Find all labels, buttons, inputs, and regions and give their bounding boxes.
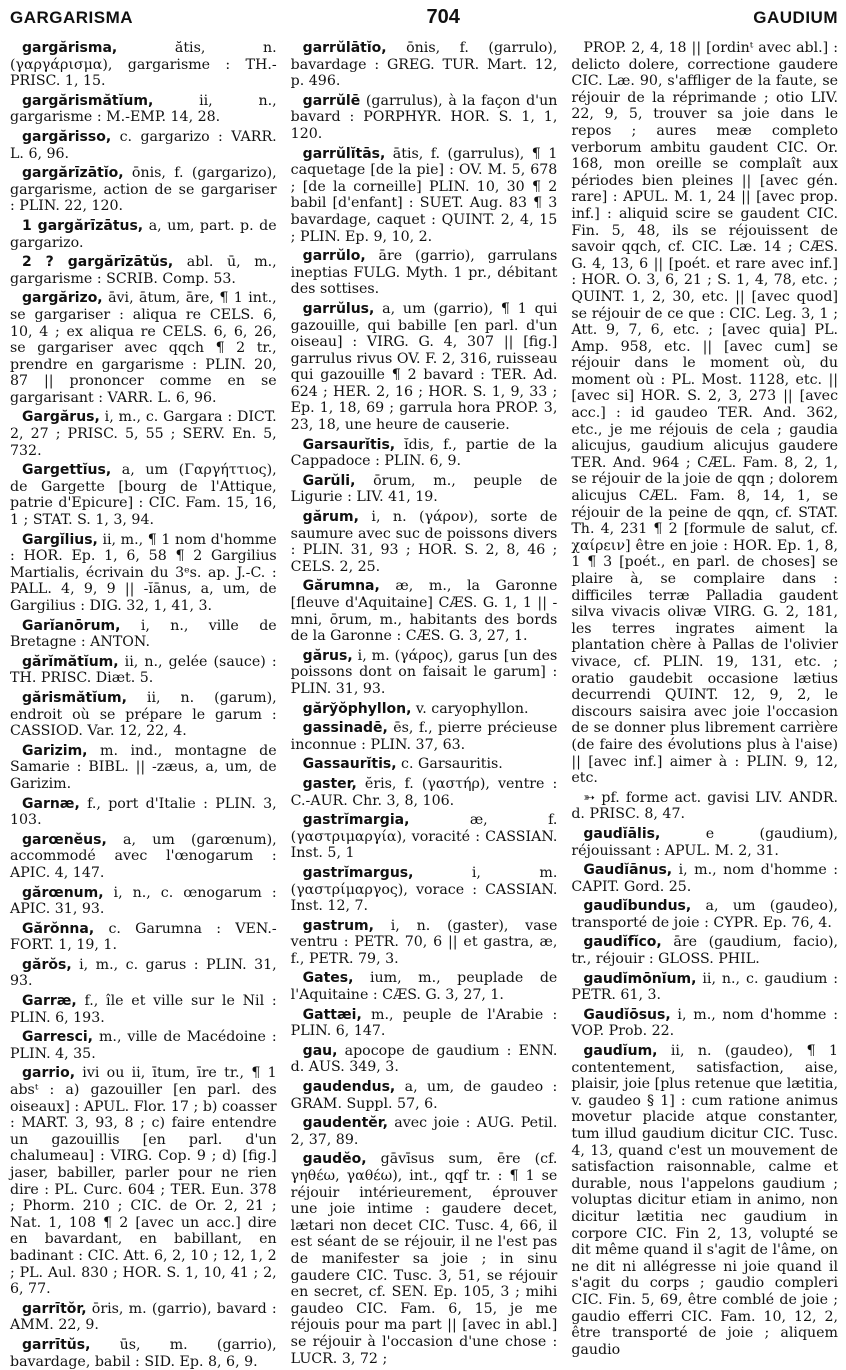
entry-headword: gărĭmătĭum,	[22, 653, 119, 670]
entry-headword: gaudentĕr,	[302, 1115, 388, 1132]
entry-headword: gaster,	[302, 775, 357, 792]
dictionary-entry	[10, 654, 277, 687]
entry-definition: ium, m., peuplade de l'Aquitaine : CÆS. G. 3, 27, 1.	[290, 970, 558, 1004]
entry-definition: ătis, n. (γαργάρισμα), gargarisme : TH.-PRISC. 1, 15.	[10, 40, 277, 90]
entry-headword: gaudĭbundus,	[583, 898, 692, 915]
dictionary-entry	[291, 648, 558, 698]
dictionary-entry	[10, 743, 277, 793]
dictionary-entry	[571, 40, 838, 787]
entry-headword: Garĭanōrum,	[22, 617, 121, 634]
entry-definition: ii, n., gargarisme : M.-EMP. 14, 28.	[10, 92, 277, 126]
entry-definition: æ, m., la Garonne [fleuve d'Aquitaine] CÆS. G. 1, 1 || -mni, ōrum, m., habitants des bords de la Garonne : CÆS. G. 3, 27, 1.	[290, 578, 558, 645]
dictionary-entry	[291, 437, 558, 470]
dictionary-entry	[571, 934, 838, 967]
dictionary-entry	[291, 578, 558, 644]
entry-headword: Gărŏnna,	[22, 920, 95, 937]
dictionary-entry	[291, 1079, 558, 1112]
entry-headword: gărœnum,	[22, 884, 104, 901]
entry-headword: gărismătĭum,	[22, 689, 127, 706]
dictionary-entry	[10, 921, 277, 954]
dictionary-entry	[10, 832, 277, 882]
dictionary-entry	[571, 971, 838, 1004]
entry-headword: garrŭlus,	[302, 300, 375, 317]
entry-headword: garrio,	[22, 1065, 76, 1082]
dictionary-entry	[291, 1007, 558, 1040]
entry-definition: e (gaudium), réjouissant : APUL. M. 2, 31.	[571, 825, 839, 859]
dictionary-entry	[10, 690, 277, 740]
entry-definition: i, m., c. Gargara : DICT. 2, 27 ; PRISC. 5, 55 ; SERV. En. 5, 732.	[10, 409, 277, 459]
entry-definition: i, n. (gaster), vase ventru : PETR. 70, 6 || et gastra, æ, f., PETR. 79, 3.	[290, 917, 558, 967]
dictionary-entry	[10, 993, 277, 1026]
entry-definition: ōnis, f. (garrulo), bavardage : GREG. TUR. Mart. 12, p. 496.	[290, 40, 558, 90]
entry-definition: avec joie : AUG. Petil. 2, 37, 89.	[290, 1115, 558, 1148]
dictionary-entry	[291, 812, 558, 862]
dictionary-entry	[291, 865, 558, 915]
dictionary-entry	[10, 218, 277, 251]
entry-headword: garrŭlo,	[302, 248, 366, 265]
page-header	[10, 6, 838, 40]
entry-headword: gargărīzātĭo,	[22, 165, 124, 182]
left-running-head: GARGARISMA	[10, 8, 134, 27]
entry-definition: (garrulus), à la façon d'un bavard : PORPHYR. HOR. S. 1, 1, 120.	[290, 92, 558, 142]
dictionary-entry	[10, 532, 277, 615]
dictionary-entry	[291, 1115, 558, 1148]
entry-definition: āvi, ātum, āre, ¶ 1 int., se gargariser : aliqua re CELS. 6, 10, 4 ; ex aliqua re CELS. 6, 6, 26, se gargariser avec qqch ¶ 2 tr., prendre en gargarisme : PLIN. 20, 87 || prononcer comme en se gargarisant : VARR. L. 6, 96.	[10, 290, 277, 406]
dictionary-entry	[10, 1065, 277, 1297]
entry-definition: a, um (garœnum), accommodé avec l'œnogarum : APIC. 4, 147.	[10, 831, 277, 881]
dictionary-entry	[291, 248, 558, 298]
entry-definition: f., île et ville sur le Nil : PLIN. 6, 193.	[10, 993, 277, 1026]
entry-headword: gau,	[302, 1042, 338, 1059]
dictionary-entry	[10, 462, 277, 528]
entry-definition: v. caryophyllon.	[411, 700, 529, 717]
entry-headword: Garizim,	[22, 742, 88, 759]
dictionary-entry	[10, 290, 277, 406]
entry-headword: garrŭlē	[302, 92, 361, 109]
dictionary-entry	[10, 885, 277, 918]
entry-headword: Gărumna,	[302, 578, 380, 595]
entry-definition: i, m., nom d'homme : VOP. Prob. 22.	[571, 1006, 839, 1040]
entry-definition: a, um (Γαργήττιος), de Gargette [bourg de l'Attique, patrie d'Epicure] : CIC. Fam. 15, 16, 1 ; STAT. S. 1, 3, 94.	[10, 462, 277, 529]
dictionary-entry	[291, 509, 558, 575]
entry-headword: gargărisma,	[22, 40, 118, 56]
entry-headword: Gargettĭus,	[22, 462, 112, 479]
entry-definition: a, um, de gaudeo : GRAM. Suppl. 57, 6.	[290, 1079, 558, 1112]
entry-definition: ➳ pf. forme act. gavisi LIV. ANDR. d. PRISC. 8, 47.	[571, 789, 839, 823]
entry-headword: gaudendus,	[302, 1079, 396, 1096]
entry-headword: gargărisso,	[22, 128, 112, 145]
entry-headword: gaudĭfĭco,	[583, 934, 662, 951]
dictionary-entry	[291, 970, 558, 1003]
entry-headword: Gaudĭōsus,	[583, 1006, 671, 1023]
entry-headword: garrŭlātĭo,	[302, 40, 387, 56]
entry-definition: m., ville de Macédoine : PLIN. 4, 35.	[10, 1029, 277, 1062]
dictionary-entry	[10, 796, 277, 829]
dictionary-entry	[291, 720, 558, 753]
entry-headword: Garræ,	[22, 993, 77, 1010]
entry-headword: gastrĭmargia,	[302, 812, 410, 829]
entry-headword: gaudĭālis,	[583, 825, 661, 842]
entry-definition: ōrum, m., peuple de Ligurie : LIV. 41, 19.	[290, 472, 558, 506]
entry-definition: apocope de gaudium : ENN. d. AUS. 349, 3.	[290, 1042, 558, 1076]
dictionary-entry	[10, 957, 277, 990]
entry-headword: gargărismătĭum,	[22, 92, 154, 109]
entry-definition: ōnis, f. (gargarizo), gargarisme, action de se gargariser : PLIN. 22, 120.	[10, 165, 277, 215]
entry-definition: c. Garumna : VEN.-FORT. 1, 19, 1.	[10, 920, 277, 954]
entry-definition: a, um (garrio), ¶ 1 qui gazouille, qui babille [en parl. d'un oiseau] : VIRG. G. 4, 307 || [fig.] garrulus rivus OV. F. 2, 316, ruisseau qui gazouille ¶ 2 bavard : TER. Ad. 624 ; HER. 2, 16 ; HOR. S. 1, 9, 33 ; Ep. 1, 18, 69 ; garrula hora PROP. 3, 23, 18, une heure de causerie.	[290, 300, 558, 434]
entry-definition: i, n. (γάρον), sorte de saumure avec suc de poissons divers : PLIN. 31, 93 ; HOR. S. 2, 8, 46 ; CELS. 2, 25.	[290, 509, 558, 575]
dictionary-entry	[291, 146, 558, 246]
dictionary-entry	[10, 1301, 277, 1334]
entry-headword: gastrum,	[302, 917, 374, 934]
dictionary-entry	[10, 409, 277, 459]
entry-definition: ii, n. (gaudeo), ¶ 1 contentement, satisfaction, aise, plaisir, joie [plus retenue que lætitia, v. gaudeo § 1] : cum ratione animus movetur placide atque constanter, tum illud gaudium dicitur CIC. Tusc. 4, 13, quand c'est un mouvement de satisfaction raisonnable, calme et durable, nous l'appelons gaudium ; voluptas dicitur etiam in animo, non dicitur lætitia nec gaudium in corpore CIC. Fin 2, 13, volupté se dit même quand il s'agit de l'âme, on ne dit ni allégresse ni joie quand il s'agit du corps ; gaudio compleri CIC. Fin. 5, 69, être comblé de joie ; gaudio efferri CIC. Fam. 10, 12, 2, être transporté de joie ; aliquem gaudio	[571, 1043, 839, 1358]
entry-definition: f., port d'Italie : PLIN. 3, 103.	[10, 795, 277, 829]
entry-headword: Gates,	[302, 970, 354, 987]
column-3	[571, 40, 839, 1358]
dictionary-entry	[10, 618, 277, 651]
dictionary-entry	[291, 776, 558, 809]
dictionary-entry	[291, 918, 558, 968]
entry-definition: æ, f. (γαστριμαργία), voracité : CASSIAN. Inst. 5, 1	[290, 812, 558, 862]
entry-headword: Gattæi,	[302, 1006, 362, 1023]
entry-headword: Gaudĭānus,	[583, 862, 673, 879]
entry-definition: a, um (gaudeo), transporté de joie : CYPR. Ep. 76, 4.	[571, 898, 839, 931]
entry-headword: gaudĕo,	[302, 1151, 367, 1168]
dictionary-entry	[571, 898, 838, 931]
entry-headword: gărum,	[302, 509, 359, 526]
entry-definition: a, um, part. p. de gargarizo.	[10, 217, 277, 251]
entry-definition: i, m. (γάρος), garus [un des poissons dont on faisait le garum] : PLIN. 31, 93.	[290, 647, 558, 697]
dictionary-entry	[571, 826, 838, 859]
dictionary-entry	[10, 165, 277, 215]
entry-definition: ātis, f. (garrulus), ¶ 1 caquetage [de la pie] : OV. M. 5, 678 ; [de la corneille] PLIN. 10, 30 ¶ 2 babil [d'enfant] : SUET. Aug. 83 ¶ 3 bavardage, caquet : QUINT. 2, 4, 15 ; PLIN. Ep. 9, 10, 2.	[290, 145, 558, 245]
entry-headword: garrŭlĭtās,	[302, 145, 386, 162]
column-1	[10, 40, 277, 1370]
dictionary-entry	[291, 301, 558, 434]
entry-definition: c. gargarizo : VARR. L. 6, 96.	[10, 128, 277, 162]
entry-headword: garœnĕus,	[22, 831, 107, 848]
entry-definition: i, n., ville de Bretagne : ANTON.	[10, 617, 277, 651]
entry-headword: gaudĭmōnĭum,	[583, 970, 697, 987]
entry-definition: ivi ou ii, ītum, īre tr., ¶ 1 absᵗ : a) gazouiller [en parl. des oiseaux] : APUL. Flor. 17 ; b) coasser : MART. 3, 93, 8 ; c) faire entendre un gazouillis [en parl. d'un chalumeau] : VIRG. Cop. 9 ; d) [fig.] jaser, babiller, parler pour ne rien dire : PL. Curc. 604 ; TER. Eun. 378 ; Phorm. 210 ; CIC. de Or. 2, 21 ; Nat. 1, 108 ¶ 2 [avec un acc.] dire en bavardant, en babillant, en badinant : CIC. Att. 6, 2, 10 ; 12, 1, 2 ; PL. Aul. 830 ; HOR. S. 1, 10, 41 ; 2, 6, 77.	[10, 1065, 277, 1298]
entry-headword: 2 ? gargărīzātŭs,	[22, 254, 174, 271]
entry-definition: abl. ū, m., gargarisme : SCRIB. Comp. 53.	[10, 254, 277, 287]
entry-headword: Garsaurĭtis,	[302, 436, 396, 453]
dictionary-entry	[291, 40, 558, 90]
entry-definition: āre (garrio), garrulans ineptias FULG. Myth. 1 pr., débitant des sottises.	[290, 248, 558, 298]
dictionary-entry	[10, 40, 277, 90]
entry-definition: ii, n., gelée (sauce) : TH. PRISC. Diæt. 5.	[10, 653, 277, 687]
entry-definition: gāvīsus sum, ēre (cf. γηθέω, γαθέω), int., qqf tr. : ¶ 1 se réjouir intérieurement, éprouver une joie intime : gaudere decet, lætari non decet CIC. Tusc. 4, 66, il est séant de se réjouir, il ne l'est pas de manifester sa joie ; in sinu gaudere CIC. Tusc. 3, 51, se réjouir en secret, cf. SEN. Ep. 105, 3 ; mihi gaudeo CIC. Fam. 6, 15, je me réjouis pour ma part || [avec in abl.] se réjouir à l'occasion d'une chose : LUCR. 3, 72 ;	[290, 1151, 558, 1367]
dictionary-entry	[10, 1029, 277, 1062]
dictionary-entry	[10, 1337, 277, 1370]
entry-definition: ūs, m. (garrio), bavardage, babil : SID. Ep. 8, 6, 9.	[10, 1336, 277, 1370]
dictionary-entry	[571, 1043, 838, 1358]
entry-definition: i, m. (γαστρίμαργος), vorace : CASSIAN. Inst. 12, 7.	[290, 864, 558, 915]
entry-headword: gassinadē,	[302, 720, 388, 737]
dictionary-entry	[291, 93, 558, 143]
column-2	[290, 40, 558, 1367]
dictionary-entry	[291, 756, 558, 773]
entry-headword: garrītŭs,	[22, 1336, 91, 1353]
entry-definition: m., peuple de l'Arabie : PLIN. 6, 147.	[290, 1006, 558, 1040]
entry-definition: i, m., c. garus : PLIN. 31, 93.	[10, 956, 277, 990]
right-running-head: GAUDIUM	[753, 8, 838, 27]
dictionary-entry	[291, 1151, 558, 1367]
entry-headword: gaudĭum,	[583, 1043, 658, 1060]
dictionary-entry	[291, 473, 558, 506]
entry-headword: 1 gargărīzātus,	[22, 217, 144, 234]
dictionary-entry	[291, 701, 558, 718]
dictionary-entry	[571, 862, 838, 895]
entry-headword: gărŏs,	[22, 956, 72, 973]
entry-headword: gastrĭmargus,	[302, 864, 414, 881]
entry-definition: ii, n., c. gaudium : PETR. 61, 3.	[571, 970, 839, 1004]
entry-definition: ōris, m. (garrio), bavard : AMM. 22, 9.	[10, 1300, 277, 1334]
dictionary-entry	[291, 1043, 558, 1076]
entry-headword: Gargărus,	[22, 409, 100, 426]
entry-definition: c. Garsauritis.	[396, 756, 503, 773]
entry-definition: ii, n. (garum), endroit où se prépare le garum : CASSIOD. Var. 12, 22, 4.	[10, 689, 277, 740]
dictionary-entry	[571, 790, 838, 823]
dictionary-entry	[571, 1007, 838, 1040]
entry-definition: i, n., c. œnogarum : APIC. 31, 93.	[10, 884, 277, 918]
entry-definition: i, m., nom d'homme : CAPIT. Gord. 25.	[571, 862, 839, 895]
entry-headword: gărus,	[302, 647, 353, 664]
entry-headword: Garnæ,	[22, 795, 80, 812]
page-number: 704	[426, 6, 460, 28]
entry-headword: Garresci,	[22, 1029, 93, 1046]
entry-definition: m. ind., montagne de Samarie : BIBL. || -zæus, a, um, de Garizim.	[10, 742, 277, 792]
entry-headword: Gassaurĭtis,	[302, 756, 397, 773]
entry-definition: āre (gaudium, facio), tr., réjouir : GLOSS. PHIL.	[571, 934, 839, 968]
dictionary-entry	[10, 254, 277, 287]
columns	[10, 40, 839, 1370]
entry-definition: ĭdis, f., partie de la Cappadoce : PLIN. 6, 9.	[290, 436, 558, 470]
entry-headword: gărўŏphyllon,	[302, 700, 412, 717]
entry-headword: garrītŏr,	[22, 1300, 87, 1317]
dictionary-entry	[10, 93, 277, 126]
entry-definition: PROP. 2, 4, 18 || [ordinᵗ avec abl.] : delicto dolere, correctione gaudere CIC. Læ. 90, s'affliger de la faute, se réjouir de la réprimande ; otio LIV. 22, 9, 5, trouver sa joie dans le repos ; aures meæ completo verborum ambitu gaudent CIC. Or. 168, mon oreille se complaît aux périodes bien pleines || [avec gén. rare] : APUL. M. 1, 24 || [avec prop. inf.] : aliquid scire se gaudent CIC. Fin. 5, 48, ils se réjouissent de savoir qqch, cf. CIC. Læ. 14 ; CÆS. G. 4, 13, 6 || [poét. et rare avec inf.] : HOR. O. 3, 6, 21 ; S. 1, 4, 78, etc. ; QUINT. 1, 2, 30, etc. || [avec quod] se réjouir de ce que : CIC. Leg. 3, 1 ; Att. 9, 7, 6, etc. ; [avec quia] PL. Amp. 958, etc. || [avec cum] se réjouir dans le moment où, du moment où : PL. Most. 1128, etc. || [avec si] HOR. S. 2, 3, 273 || [avec acc.] : id gaudeo TER. And. 362, etc., je me réjouis de cela ; gaudia alicujus, gaudium alicujus gaudere TER. And. 964 ; CÆL. Fam. 8, 2, 1, se réjouir de la joie de qqn ; dolorem alicujus CÆL. Fam. 8, 14, 1, se réjouir de la peine de qqn, cf. STAT. Th. 4, 231 ¶ 2 [formule de salut, cf. χαίρειν] être en joie : HOR. Ep. 1, 8, 1 ¶ 3 [poét., en parl. de choses] se plaire à, se complaire dans : difficiles terræ Palladia gaudent silva vivacis olivæ VIRG. G. 2, 181, les terres ingrates aiment la plantation chère à Pallas de l'olivier vivace, cf. PLIN. 19, 131, etc. ; oratio gaudebit occasione lætius decurrendi QUINT. 12, 9, 2, le discours saisira avec joie l'occasion de se donner plus librement carrière (de faire des évolutions plus à l'aise) || [avec inf.] aimer à : PLIN. 9, 12, etc.	[571, 40, 839, 787]
entry-definition: ēs, f., pierre précieuse inconnue : PLIN. 37, 63.	[290, 720, 558, 753]
entry-headword: Garŭli,	[302, 472, 356, 489]
entry-definition: ĕris, f. (γαστήρ), ventre : C.-AUR. Chr. 3, 8, 106.	[290, 775, 558, 809]
entry-definition: ii, m., ¶ 1 nom d'homme : HOR. Ep. 1, 6, 58 ¶ 2 Gargilius Martialis, écrivain du 3ᵉs. ap. J.-C. : PALL. 4, 9, 9 || -ĭānus, a, um, de Gargilius : DIG. 32, 1, 41, 3.	[10, 531, 277, 614]
entry-headword: gargărizo,	[22, 290, 103, 307]
entry-headword: Gargĭlius,	[22, 531, 98, 548]
dictionary-entry	[10, 129, 277, 162]
